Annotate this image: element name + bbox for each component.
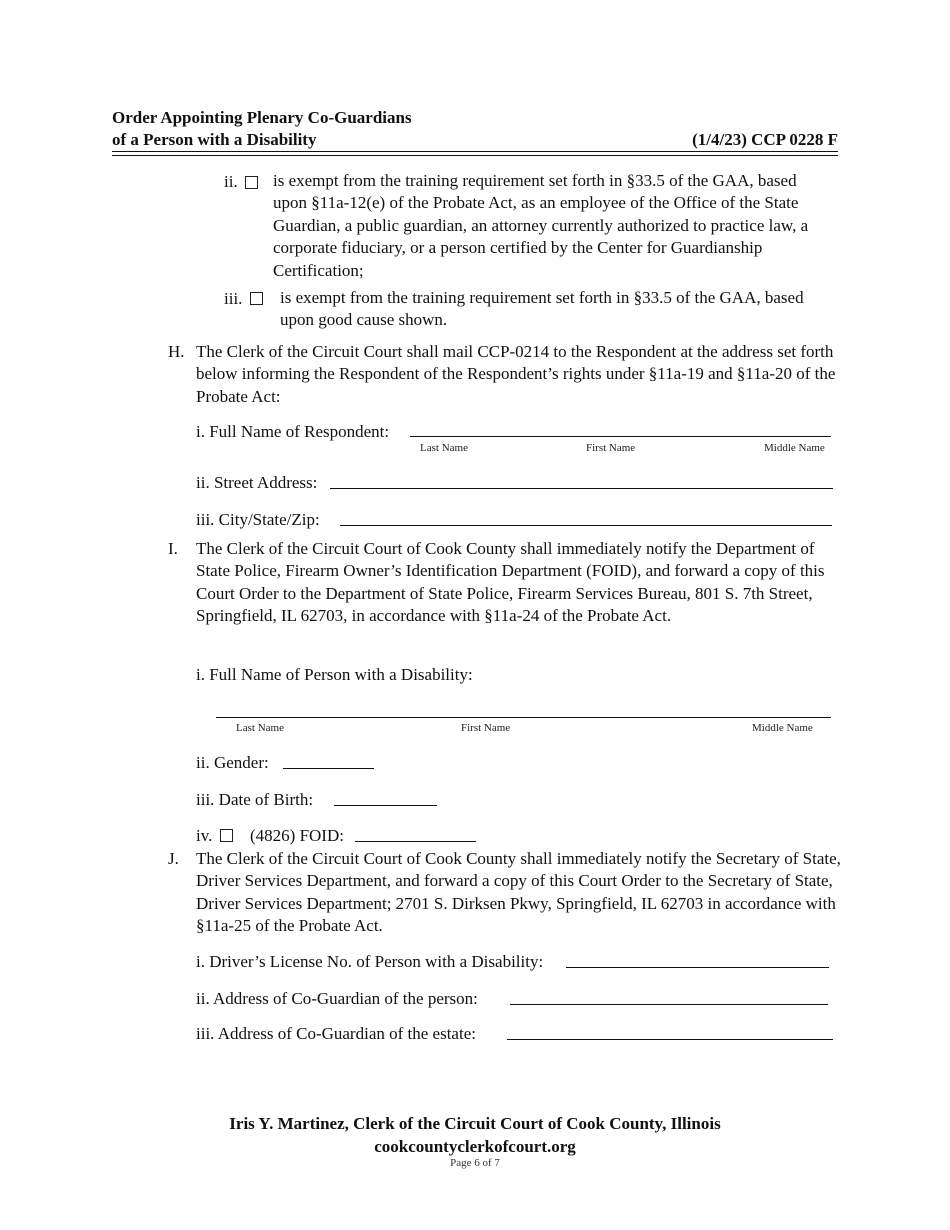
respondent-middle-name-caption: Middle Name	[764, 442, 825, 454]
section-h-letter: H.	[168, 342, 185, 361]
gender-field[interactable]	[283, 752, 374, 769]
footer-clerk: Iris Y. Martinez, Clerk of the Circuit Court of Cook County, Illinois	[229, 1114, 721, 1133]
section-i-text: The Clerk of the Circuit Court of Cook County shall immediately notify the Department of State Police, Firearm Owner’s Identification Department (FOID), and forward a copy of this Court Order to the Department of State Police, Firearm Services Bureau, 801 S. 7th Street, Springfield, IL 62703, in accordance with §11a-24 of the Probate Act.	[196, 539, 825, 626]
dob-field[interactable]	[334, 789, 437, 806]
city-state-zip-field[interactable]	[340, 509, 832, 526]
header-rule-thin	[112, 155, 838, 156]
header-title-line1: Order Appointing Plenary Co-Guardians	[112, 108, 412, 127]
g-ii-text: is exempt from the training requirement set forth in §33.5 of the GAA, based upon §11a-12(e) of the Probate Act, as an employee of the Office of the State Guardian, a public guardian, an attorney currently authorized to practice law, a corporate fiduciary, or a person certified by the Center for Guardianship Certification;	[273, 171, 809, 280]
foid-field[interactable]	[355, 825, 476, 842]
form-id: (1/4/23) CCP 0228 F	[692, 130, 838, 149]
disability-last-name-caption: Last Name	[236, 722, 284, 734]
section-i-letter: I.	[168, 539, 178, 558]
disability-name-label: i. Full Name of Person with a Disability:	[196, 665, 473, 684]
street-address-field[interactable]	[330, 472, 833, 489]
gender-label: ii. Gender:	[196, 753, 269, 772]
addr-person-field[interactable]	[510, 988, 828, 1005]
section-j-letter: J.	[168, 849, 179, 868]
disability-first-name-caption: First Name	[461, 722, 511, 734]
street-address-label: ii. Street Address:	[196, 473, 318, 492]
addr-estate-label: iii. Address of Co-Guardian of the estate:	[196, 1024, 476, 1043]
foid-label: (4826) FOID:	[250, 826, 344, 845]
license-label: i. Driver’s License No. of Person with a Disability:	[196, 952, 544, 971]
respondent-last-name-caption: Last Name	[420, 442, 468, 454]
foid-checkbox[interactable]	[220, 829, 233, 842]
addr-person-label: ii. Address of Co-Guardian of the person:	[196, 989, 478, 1008]
section-j-text: The Clerk of the Circuit Court of Cook County shall immediately notify the Secretary of State, Driver Services Department, and forward a copy of this Court Order to the Secretary of State, Driver Services Department; 2701 S. Dirksen Pkwy, Springfield, IL 62703 in accordance with §11a-25 of the Probate Act.	[196, 849, 841, 936]
dob-label: iii. Date of Birth:	[196, 790, 314, 809]
disability-name-field[interactable]	[216, 700, 831, 718]
disability-middle-name-caption: Middle Name	[752, 722, 813, 734]
g-ii-checkbox[interactable]	[245, 176, 258, 189]
page-number: Page 6 of 7	[450, 1157, 500, 1169]
g-iii-checkbox[interactable]	[250, 292, 263, 305]
g-iii-text: is exempt from the training requirement set forth in §33.5 of the GAA, based upon good cause shown.	[280, 288, 804, 330]
section-h-text: The Clerk of the Circuit Court shall mail CCP-0214 to the Respondent at the address set forth below informing the Respondent of the Respondent’s rights under §11a-19 and §11a-20 of the Probate Act:	[196, 342, 836, 406]
g-ii-number: ii.	[224, 172, 238, 191]
respondent-first-name-caption: First Name	[586, 442, 636, 454]
foid-number: iv.	[196, 826, 213, 845]
respondent-name-label: i. Full Name of Respondent:	[196, 422, 390, 441]
footer-website[interactable]: cookcountyclerkofcourt.org	[374, 1137, 576, 1156]
city-state-zip-label: iii. City/State/Zip:	[196, 510, 320, 529]
header-title-line2: of a Person with a Disability	[112, 130, 317, 149]
license-field[interactable]	[566, 951, 829, 968]
header-rule	[112, 151, 838, 152]
g-iii-number: iii.	[224, 289, 243, 308]
respondent-name-field[interactable]	[410, 420, 831, 437]
addr-estate-field[interactable]	[507, 1023, 833, 1040]
